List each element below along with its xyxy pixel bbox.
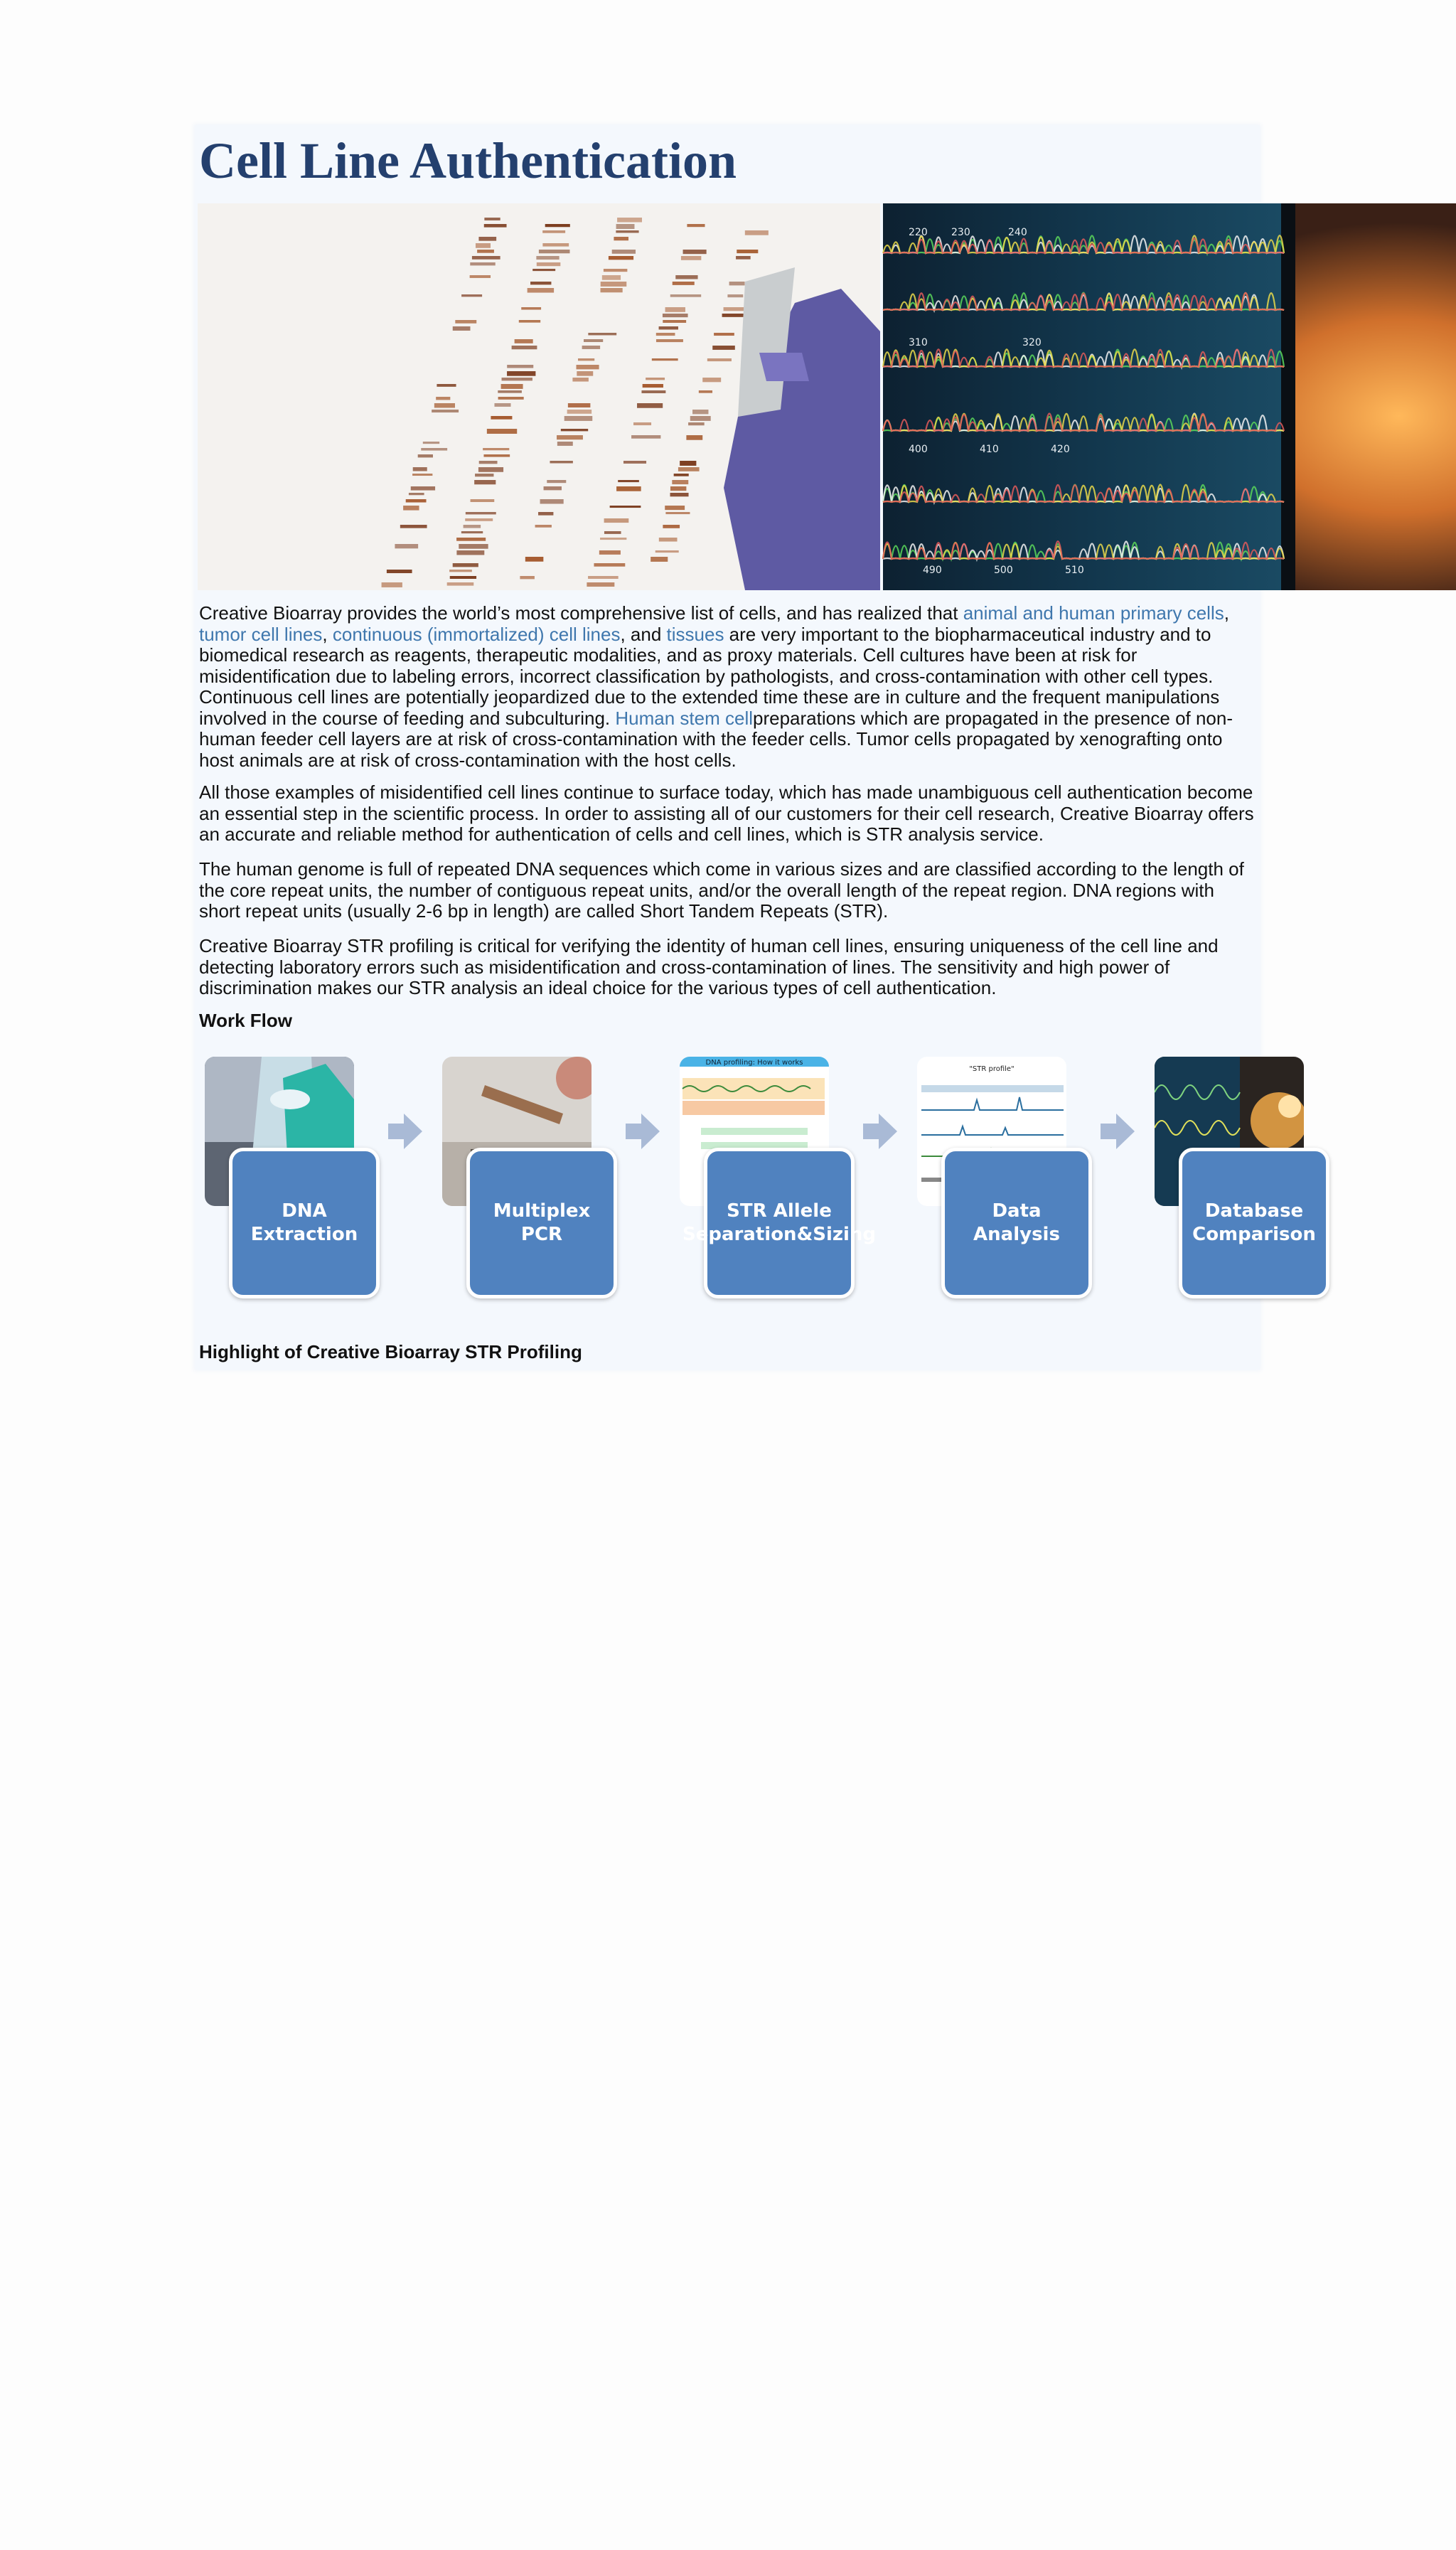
arrow-right-icon [388,1114,422,1149]
svg-text:400: 400 [909,444,928,455]
workflow-step-dna-extraction [205,1057,375,1320]
svg-text:490: 490 [923,565,942,576]
workflow-diagram [205,1057,1338,1320]
tissues-link[interactable]: tissues [666,623,724,645]
multiplex-pcr-box: Multiplex PCR [466,1148,617,1298]
svg-text:DNA profiling: How it works: DNA profiling: How it works [705,1059,803,1067]
svg-text:"STR profile": "STR profile" [969,1065,1015,1073]
svg-text:410: 410 [980,444,999,455]
misidentification-paragraph: All those examples of misidentified cell lines continue to surface today, which has made unambiguous cell authentication become an essential step in the scientific process. In order to assisting all of our customers for their cell research, Creative Bioarray offers an accurate and reliable method for authentication of cells and cell lines, which is STR analysis service. [199,781,1254,845]
data-analysis-box: Data Analysis [941,1148,1092,1298]
dna-extraction-box: DNA Extraction [229,1148,380,1298]
workflow-step-str-allele-separation [680,1057,877,1320]
database-comparison-box: Database Comparison [1179,1148,1329,1298]
svg-text:230: 230 [951,227,970,238]
svg-text:420: 420 [1051,444,1070,455]
human-stem-cell-link[interactable]: Human stem cell [615,707,754,729]
arrow-right-icon [1101,1114,1135,1149]
svg-text:510: 510 [1065,565,1084,576]
workflow-step-data-analysis [917,1057,1088,1320]
str-profiling-paragraph: Creative Bioarray STR profiling is critical for verifying the identity of human cell lines, ensuring uniqueness of the cell line and detecting laboratory errors such as misidentification and cross-contamination of lines. The sensitivity and high power of discrimination makes our STR analysis an ideal choice for the various types of cell authentication. [199,935,1219,998]
highlight-heading: Highlight of Creative Bioarray STR Profiling [199,1341,582,1362]
workflow-step-multiplex-pcr [442,1057,613,1320]
animal-human-primary-cells-link[interactable]: animal and human primary cells [963,602,1224,624]
svg-text:320: 320 [1022,337,1042,348]
page-title: Cell Line Authentication [199,132,737,189]
svg-text:310: 310 [909,337,928,348]
dna-gel-film-with-gloved-hand-image [198,203,880,590]
workflow-heading: Work Flow [199,1010,292,1031]
intro-paragraph: Creative Bioarray provides the world’s most comprehensive list of cells, and has realized that animal and human primary cells, tumor cell lines, continuous (immortalized) cell lines, and tissues are very important to the biopharmaceutical industry and to biomedical research as reagents, therapeutic modalities, and as proxy materials. Cell cultures have been at risk for misidentification due to labeling errors, incorrect classification by pathologists, and cross-contamination with other cell types. Continuous cell lines are potentially jeopardized due to the extended time these are in culture and the frequent manipulations involved in the course of feeding and subculturing. Human stem cellpreparations which are propagated in the presence of non-human feeder cell layers are at risk of cross-contamination with the feeder cells. Tumor cells propagated by xenografting onto host animals are at risk of cross-contamination with the host cells. [199,602,1233,771]
dna-sequencing-chromatogram-monitor-image [883,203,1456,590]
article-content [195,125,1316,1370]
hero-banner-image [198,203,1456,590]
continuous-cell-lines-link[interactable]: continuous (immortalized) cell lines [332,623,621,645]
arrow-right-icon [626,1114,660,1149]
svg-text:240: 240 [1008,227,1027,238]
tumor-cell-lines-link[interactable]: tumor cell lines [199,623,323,645]
str-definition-paragraph: The human genome is full of repeated DNA sequences which come in various sizes and are classified according to the length of the core repeat units, the number of contiguous repeat units, and/or the overall length of the repeat region. DNA regions with short repeat units (usually 2-6 bp in length) are called Short Tandem Repeats (STR). [199,858,1244,922]
workflow-step-database-comparison [1155,1057,1325,1320]
svg-text:500: 500 [994,565,1013,576]
arrow-right-icon [863,1114,897,1149]
str-allele-separation-box: STR Allele Separation&Sizing [704,1148,855,1298]
svg-text:220: 220 [909,227,928,238]
